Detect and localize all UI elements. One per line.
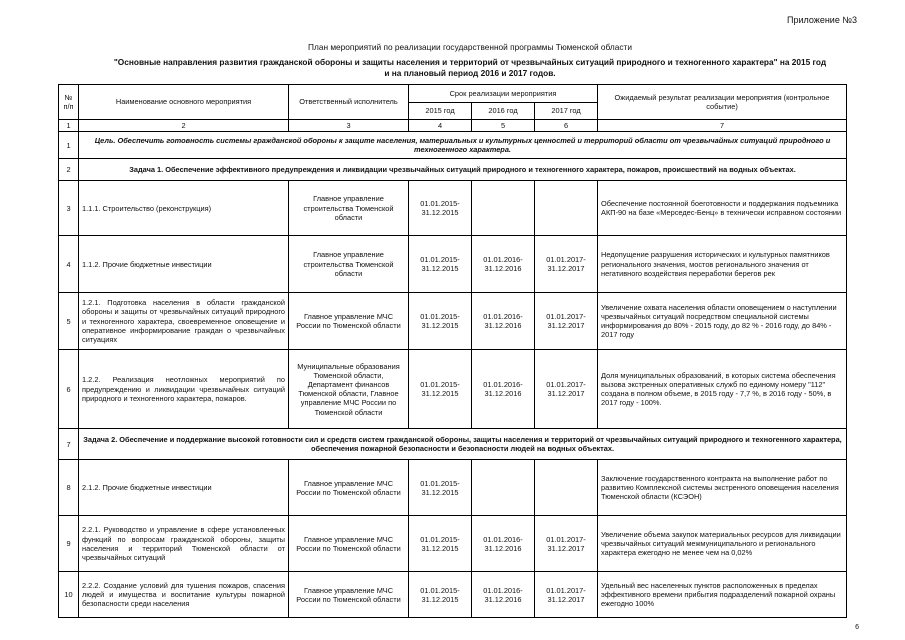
row-number: 8 <box>59 460 79 516</box>
period-2015: 01.01.2015-31.12.2015 <box>409 516 472 572</box>
col-index: 2 <box>79 120 289 132</box>
col-index: 5 <box>472 120 535 132</box>
document-title: План мероприятий по реализации государственной программы Тюменской области <box>308 42 632 52</box>
table-row <box>59 572 847 618</box>
period-2016: 01.01.2016-31.12.2016 <box>472 236 535 293</box>
row-number: 7 <box>59 429 79 460</box>
executor: Главное управление строительства Тюменской области <box>289 181 409 236</box>
table-row <box>59 132 847 159</box>
activity-name: 1.2.1. Подготовка населения в области гражданской обороны и защиты от чрезвычайных ситуаций природного и техногенного характера, своевременное оповещение и оперативное информирование граждан о чрезвычайных ситуациях <box>79 293 289 350</box>
activity-name: 1.2.2. Реализация неотложных мероприятий по предупреждению и ликвидации чрезвычайных ситуаций природного и техногенного характера, пожаров. <box>79 350 289 429</box>
activity-name: 2.1.2. Прочие бюджетные инвестиции <box>79 460 289 516</box>
appendix-label: Приложение №3 <box>787 15 857 25</box>
expected-result: Удельный вес населенных пунктов расположенных в пределах эффективного времени прибытия подразделений пожарной охраны ежегодно 100% <box>598 572 847 618</box>
activities-table <box>58 84 847 618</box>
period-2015: 01.01.2015-31.12.2015 <box>409 181 472 236</box>
row-number: 4 <box>59 236 79 293</box>
period-2017: 01.01.2017-31.12.2017 <box>535 236 598 293</box>
expected-result: Недопущение разрушения исторических и культурных памятников регионального значения, мостов регионального значения от негативного воздействия переработки берегов рек <box>598 236 847 293</box>
table-row <box>59 516 847 572</box>
col-name-header: Наименование основного мероприятия <box>79 85 289 120</box>
activity-name: 2.2.1. Руководство и управление в сфере установленных функций по вопросам гражданской обороны, защиты населения и территорий Тюменской области от чрезвычайных ситуаций <box>79 516 289 572</box>
table-row <box>59 293 847 350</box>
table-row <box>59 236 847 293</box>
period-2016 <box>472 181 535 236</box>
expected-result: Доля муниципальных образований, в которых система обеспечения вызова экстренных оперативных служб по единому номеру "112" создана в полном объеме, в 2015 году - 7,7 %, в 2016 году - 50%, в 2017 году - 100%. <box>598 350 847 429</box>
page-number: 6 <box>855 624 859 631</box>
row-number: 9 <box>59 516 79 572</box>
period-2017 <box>535 181 598 236</box>
period-2017 <box>535 460 598 516</box>
period-2017: 01.01.2017-31.12.2017 <box>535 572 598 618</box>
col-period-header: Срок реализации мероприятия <box>409 85 598 103</box>
table-row <box>59 181 847 236</box>
executor: Главное управление строительства Тюменской области <box>289 236 409 293</box>
period-2015: 01.01.2015-31.12.2015 <box>409 236 472 293</box>
col-2015-header: 2015 год <box>409 103 472 120</box>
period-2015: 01.01.2015-31.12.2015 <box>409 293 472 350</box>
period-2017: 01.01.2017-31.12.2017 <box>535 293 598 350</box>
col-index: 4 <box>409 120 472 132</box>
executor: Главное управление МЧС России по Тюменской области <box>289 460 409 516</box>
executor: Главное управление МЧС России по Тюменской области <box>289 293 409 350</box>
col-index: 7 <box>598 120 847 132</box>
activity-name: 1.1.1. Строительство (реконструкция) <box>79 181 289 236</box>
period-2015: 01.01.2015-31.12.2015 <box>409 350 472 429</box>
col-index: 3 <box>289 120 409 132</box>
period-2015: 01.01.2015-31.12.2015 <box>409 572 472 618</box>
row-number: 2 <box>59 159 79 181</box>
period-2016: 01.01.2016-31.12.2016 <box>472 516 535 572</box>
program-period: и на плановый период 2016 и 2017 годов. <box>384 68 556 78</box>
col-num-header: № п/п <box>59 85 79 120</box>
expected-result: Заключение государственного контракта на выполнение работ по развитию Комплексной системы экстренного оповещения населения Тюменской области (КСЭОН) <box>598 460 847 516</box>
period-2016: 01.01.2016-31.12.2016 <box>472 350 535 429</box>
col-2016-header: 2016 год <box>472 103 535 120</box>
col-index: 1 <box>59 120 79 132</box>
col-2017-header: 2017 год <box>535 103 598 120</box>
period-2016 <box>472 460 535 516</box>
table-row <box>59 350 847 429</box>
task-text: Задача 2. Обеспечение и поддержание высокой готовности сил и средств систем гражданской обороны, защиты населения и территорий от чрезвычайных ситуаций природного и техногенного характера, обеспечения пожарной безопасности и безопасности людей на водных объектах. <box>79 429 847 460</box>
executor: Главное управление МЧС России по Тюменской области <box>289 516 409 572</box>
activity-name: 1.1.2. Прочие бюджетные инвестиции <box>79 236 289 293</box>
period-2016: 01.01.2016-31.12.2016 <box>472 572 535 618</box>
expected-result: Увеличение охвата населения области оповещением о наступлении чрезвычайных ситуаций посредством специальной системы информирования до 80% - 2015 году, до 82 % - 2016 году, до 84% - 2017 году <box>598 293 847 350</box>
period-2016: 01.01.2016-31.12.2016 <box>472 293 535 350</box>
program-title: "Основные направления развития гражданской обороны и защиты населения и территорий от чрезвычайных ситуаций природного и техногенного характера" на 2015 год <box>113 57 827 67</box>
row-number: 10 <box>59 572 79 618</box>
row-number: 3 <box>59 181 79 236</box>
executor: Муниципальные образования Тюменской области, Департамент финансов Тюменской области, Главное управление МЧС России по Тюменской области <box>289 350 409 429</box>
row-number: 5 <box>59 293 79 350</box>
expected-result: Увеличение объема закупок материальных ресурсов для ликвидации чрезвычайных ситуаций межмуниципального и регионального характера ежегодно не менее чем на 0,02% <box>598 516 847 572</box>
activity-name: 2.2.2. Создание условий для тушения пожаров, спасения людей и имущества и воспитание культуры пожарной безопасности среди населения <box>79 572 289 618</box>
goal-text: Цель. Обеспечить готовность системы гражданской обороны к защите населения, материальных и культурных ценностей и территорий области от чрезвычайных ситуаций природного и техногенного характера. <box>79 132 847 159</box>
col-exec-header: Ответственный исполнитель <box>289 85 409 120</box>
row-number: 6 <box>59 350 79 429</box>
table-row <box>59 460 847 516</box>
executor: Главное управление МЧС России по Тюменской области <box>289 572 409 618</box>
table-row <box>59 429 847 460</box>
period-2015: 01.01.2015-31.12.2015 <box>409 460 472 516</box>
col-index: 6 <box>535 120 598 132</box>
table-row <box>59 159 847 181</box>
row-number: 1 <box>59 132 79 159</box>
period-2017: 01.01.2017-31.12.2017 <box>535 350 598 429</box>
task-text: Задача 1. Обеспечение эффективного предупреждения и ликвидации чрезвычайных ситуаций природного и техногенного характера, пожаров, происшествий на водных объектах. <box>79 159 847 181</box>
period-2017: 01.01.2017-31.12.2017 <box>535 516 598 572</box>
col-result-header: Ожидаемый результат реализации мероприятия (контрольное событие) <box>598 85 847 120</box>
expected-result: Обеспечение постоянной боеготовности и поддержания подъемника АКП-90 на базе «Мерседес-Бенц» в техничеcки исправном состоянии <box>598 181 847 236</box>
